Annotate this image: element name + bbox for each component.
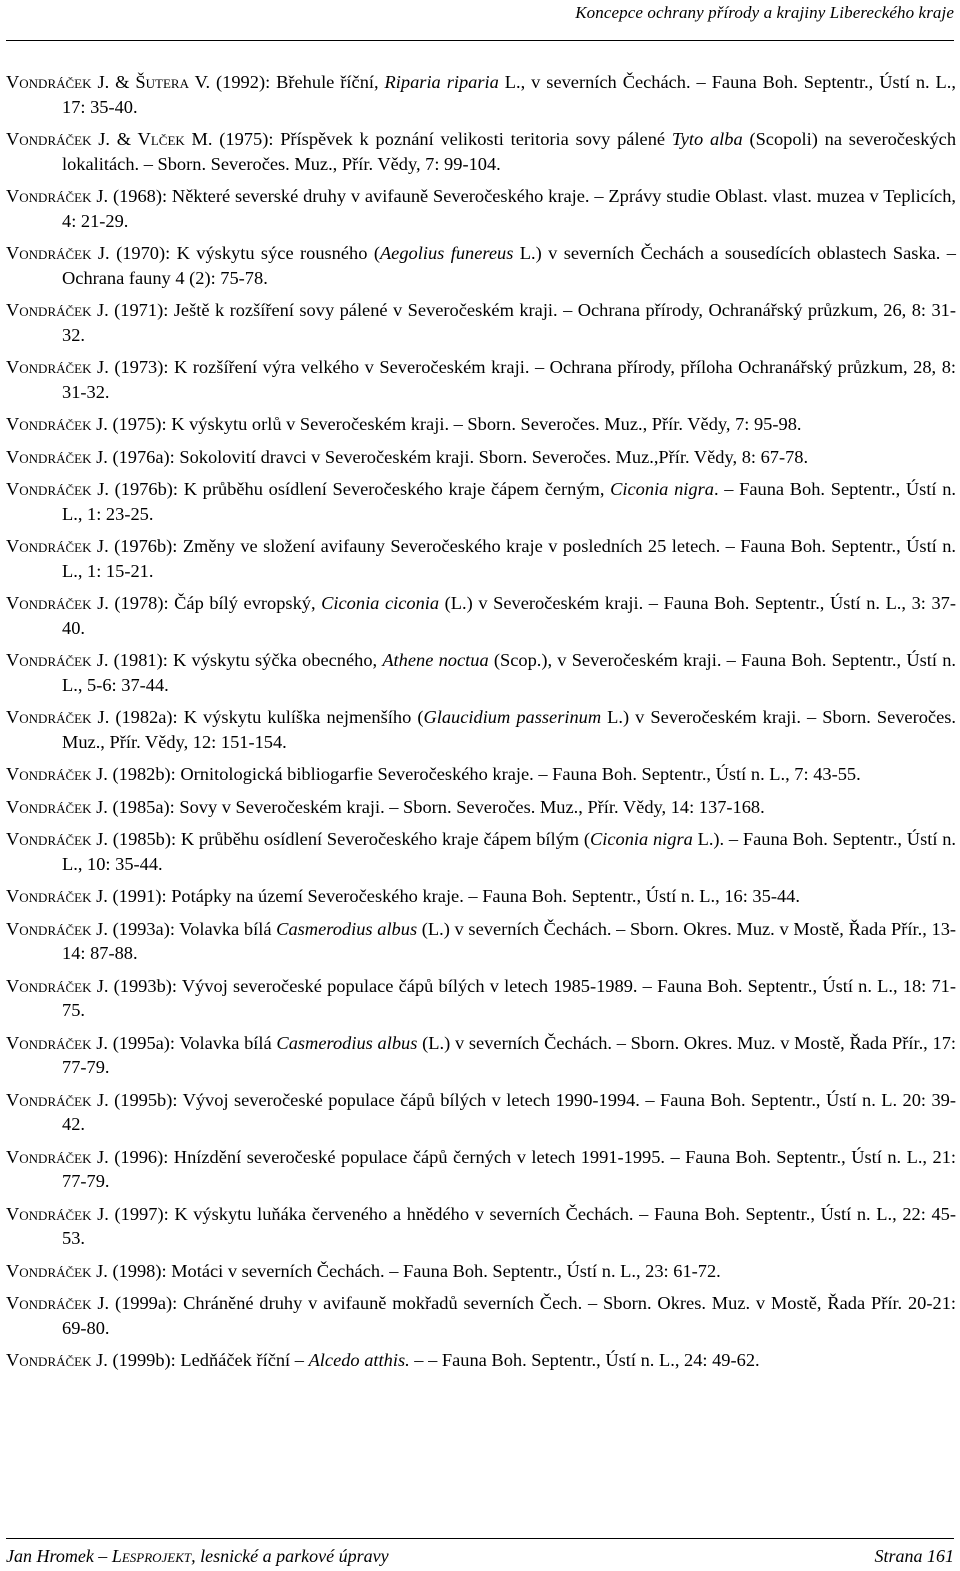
reference-text: (1999b): Ledňáček říční – bbox=[107, 1350, 309, 1370]
reference-text: (1971): Ještě k rozšíření sovy pálené v Severočeském kraji. – Ochrana přírody, Ochranářský průzkum, 26, 8: 31-32. bbox=[62, 300, 957, 345]
reference-author: Vondráček J. bbox=[6, 357, 109, 377]
species-name: Glaucidium passerinum bbox=[423, 707, 602, 727]
reference-author: Vondráček J. bbox=[6, 918, 108, 939]
reference-author: Vondráček J. bbox=[6, 650, 109, 670]
reference-text: (L.) v severních Čechách. – Sborn. Okres. Muz. v Mostě, Řada Přír., 17: 77-79. bbox=[62, 1032, 956, 1077]
reference-author: Vondráček J. bbox=[6, 1260, 108, 1281]
reference-author: Vondráček J. bbox=[6, 1146, 109, 1167]
reference-author: Vondráček J. bbox=[6, 479, 109, 499]
reference-text: (1985a): Sovy v Severočeském kraji. – Sborn. Severočes. Muz., Přír. Vědy, 14: 137-168. bbox=[107, 796, 765, 817]
reference-author: Vondráček J. bbox=[6, 764, 108, 784]
reference-entry bbox=[6, 1348, 956, 1373]
page-header-title: Koncepce ochrany přírody a krajiny Libereckého kraje bbox=[575, 3, 954, 22]
reference-author: Vondráček J. & Vlček M. bbox=[6, 129, 213, 149]
reference-author: Vondráček J. bbox=[6, 975, 109, 996]
reference-entry bbox=[6, 1088, 956, 1137]
reference-entry bbox=[6, 412, 956, 437]
reference-entry bbox=[6, 534, 956, 583]
reference-text: (1970): K výskytu sýce rousného ( bbox=[109, 243, 380, 263]
reference-author: Vondráček J. bbox=[6, 243, 110, 263]
species-name: Tyto alba bbox=[671, 129, 743, 149]
reference-entry bbox=[6, 648, 956, 697]
reference-author: Vondráček J. bbox=[6, 414, 108, 434]
reference-entry bbox=[6, 795, 956, 820]
reference-author: Vondráček J. bbox=[6, 186, 109, 206]
reference-text: (Scop.), v Severočeském kraji. – Fauna Boh. Septentr., Ústí n. L., 5-6: 37-44. bbox=[62, 650, 956, 695]
reference-text: (1975): K výskytu orlů v Severočeském kraji. – Sborn. Severočes. Muz., Přír. Vědy, 7: 95-98. bbox=[107, 414, 802, 434]
reference-author: Vondráček J. bbox=[6, 300, 109, 320]
reference-entry bbox=[6, 917, 956, 966]
reference-text: (1992): Břehule říční, bbox=[210, 72, 385, 92]
reference-entry bbox=[6, 1202, 956, 1251]
footer-author-prefix: Jan Hromek – bbox=[6, 1546, 112, 1566]
reference-text: (1978): Čáp bílý evropský, bbox=[108, 593, 322, 613]
reference-entry bbox=[6, 1145, 956, 1194]
reference-entry bbox=[6, 1259, 956, 1284]
reference-text: (1976b): Změny ve složení avifauny Severočeského kraje v posledních 25 letech. – Fauna Boh. Septentr., Ústí n. L., 1: 15-21. bbox=[62, 536, 956, 581]
page-number: Strana 161 bbox=[874, 1546, 954, 1566]
reference-entry bbox=[6, 1291, 956, 1340]
reference-text: (1975): Příspěvek k poznání velikosti teritoria sovy pálené bbox=[212, 129, 672, 149]
reference-entry bbox=[6, 445, 956, 470]
reference-entry bbox=[6, 355, 956, 404]
reference-text: (1993b): Vývoj severočeské populace čápů bílých v letech 1985-1989. – Fauna Boh. Septentr., Ústí n. L., 18: 71-75. bbox=[62, 975, 957, 1020]
reference-text: (1998): Motáci v severních Čechách. – Fauna Boh. Septentr., Ústí n. L., 23: 61-72. bbox=[107, 1260, 721, 1281]
reference-text: . – Fauna Boh. Septentr., Ústí n. L., 1: 23-25. bbox=[62, 479, 957, 524]
reference-author: Vondráček J. bbox=[6, 536, 109, 556]
reference-text: (1976b): K průběhu osídlení Severočeského kraje čápem černým, bbox=[108, 479, 611, 499]
reference-text: L.). – Fauna Boh. Septentr., Ústí n. L., 10: 35-44. bbox=[62, 829, 956, 874]
reference-entry bbox=[6, 70, 956, 119]
reference-text: (1982b): Ornitologická bibliogarfie Severočeského kraje. – Fauna Boh. Septentr., Ústí n. L., 7: 43-55. bbox=[107, 764, 861, 784]
species-name: Ciconia ciconia bbox=[321, 593, 440, 613]
reference-text: – – Fauna Boh. Septentr., Ústí n. L., 24: 49-62. bbox=[409, 1350, 760, 1370]
species-name: Riparia riparia bbox=[384, 72, 499, 92]
reference-text: (1973): K rozšíření výra velkého v Severočeském kraji. – Ochrana přírody, příloha Ochranářský průzkum, 28, 8: 31-32. bbox=[62, 357, 956, 402]
reference-entry bbox=[6, 184, 956, 233]
reference-author: Vondráček J. bbox=[6, 796, 108, 817]
reference-entry bbox=[6, 477, 956, 526]
species-name: Ciconia nigra bbox=[610, 479, 714, 499]
reference-author: Vondráček J. bbox=[6, 1089, 109, 1110]
reference-entry bbox=[6, 1031, 956, 1080]
reference-author: Vondráček J. bbox=[6, 707, 110, 727]
species-name: Casmerodius albus bbox=[276, 918, 418, 939]
reference-text: (1985b): K průběhu osídlení Severočeského kraje čápem bílým ( bbox=[108, 829, 590, 849]
reference-list bbox=[6, 70, 956, 1381]
reference-text: (1997): K výskytu luňáka červeného a hnědého v severních Čechách. – Fauna Boh. Septentr., Ústí n. L., 22: 45-53. bbox=[62, 1203, 956, 1248]
species-name: Alcedo atthis. bbox=[308, 1350, 410, 1370]
reference-entry bbox=[6, 705, 956, 754]
reference-entry bbox=[6, 827, 956, 876]
footer-author-suffix: , lesnické a parkové úpravy bbox=[191, 1546, 389, 1566]
species-name: Aegolius funereus bbox=[379, 243, 514, 263]
header-rule bbox=[6, 40, 954, 41]
reference-author: Vondráček J. bbox=[6, 1203, 109, 1224]
reference-author: Vondráček J. bbox=[6, 1032, 108, 1053]
reference-text: (Scopoli) na severočeských lokalitách. – Sborn. Severočes. Muz., Přír. Vědy, 7: 99-104. bbox=[62, 129, 957, 174]
species-name: Athene noctua bbox=[382, 650, 489, 670]
reference-text: (1981): K výskytu sýčka obecného, bbox=[108, 650, 383, 670]
reference-text: (1993a): Volavka bílá bbox=[107, 918, 277, 939]
reference-text: L.) v Severočeském kraji. – Sborn. Severočes. Muz., Přír. Vědy, 12: 151-154. bbox=[62, 707, 956, 752]
species-name: Casmerodius albus bbox=[276, 1032, 418, 1053]
reference-text: (1999a): Chráněné druhy v avifauně mokřadů severních Čech. – Sborn. Okres. Muz. v Mostě, Řada Přír. 20-21: 69-80. bbox=[62, 1293, 957, 1338]
reference-author: Vondráček J. bbox=[6, 446, 108, 467]
reference-entry bbox=[6, 127, 956, 176]
reference-text: (1976a): Sokolovití dravci v Severočeském kraji. Sborn. Severočes. Muz.,Přír. Vědy, 8: 67-78. bbox=[107, 446, 809, 467]
reference-entry bbox=[6, 241, 956, 290]
reference-text: (1982a): K výskytu kulíška nejmenšího ( bbox=[109, 707, 424, 727]
reference-entry bbox=[6, 298, 956, 347]
reference-author: Vondráček J. & Šutera V. bbox=[6, 72, 211, 92]
reference-text: (1995b): Vývoj severočeské populace čápů bílých v letech 1990-1994. – Fauna Boh. Septentr., Ústí n. L. 20: 39-42. bbox=[62, 1089, 956, 1134]
reference-text: (1991): Potápky na území Severočeského kraje. – Fauna Boh. Septentr., Ústí n. L., 16: 35-44. bbox=[107, 886, 800, 906]
reference-author: Vondráček J. bbox=[6, 1350, 108, 1370]
footer-company: Lesprojekt bbox=[111, 1546, 192, 1566]
reference-entry bbox=[6, 884, 956, 909]
reference-author: Vondráček J. bbox=[6, 829, 109, 849]
reference-text: L.) v severních Čechách a sousedících oblastech Saska. – Ochrana fauny 4 (2): 75-78. bbox=[62, 243, 957, 288]
reference-text: L., v severních Čechách. – Fauna Boh. Septentr., Ústí n. L., 17: 35-40. bbox=[62, 72, 956, 117]
reference-author: Vondráček J. bbox=[6, 1293, 110, 1313]
reference-text: (L.) v severních Čechách. – Sborn. Okres. Muz. v Mostě, Řada Přír., 13-14: 87-88. bbox=[62, 918, 957, 963]
species-name: Ciconia nigra bbox=[590, 829, 693, 849]
reference-text: (1968): Některé severské druhy v avifauně Severočeského kraje. – Zprávy studie Oblast. vlast. muzea v Teplicích, 4: 21-29. bbox=[62, 186, 957, 231]
reference-text: (1996): Hnízdění severočeské populace čápů černých v letech 1991-1995. – Fauna Boh. Septentr., Ústí n. L., 21: 77-79. bbox=[62, 1146, 956, 1191]
footer-author bbox=[6, 1546, 389, 1567]
reference-entry bbox=[6, 591, 956, 640]
reference-author: Vondráček J. bbox=[6, 593, 109, 613]
reference-entry bbox=[6, 762, 956, 787]
reference-text: (1995a): Volavka bílá bbox=[108, 1032, 277, 1053]
reference-entry bbox=[6, 974, 956, 1023]
footer-rule bbox=[6, 1538, 954, 1539]
reference-text: (L.) v Severočeském kraji. – Fauna Boh. Septentr., Ústí n. L., 3: 37-40. bbox=[62, 593, 956, 638]
reference-author: Vondráček J. bbox=[6, 886, 108, 906]
